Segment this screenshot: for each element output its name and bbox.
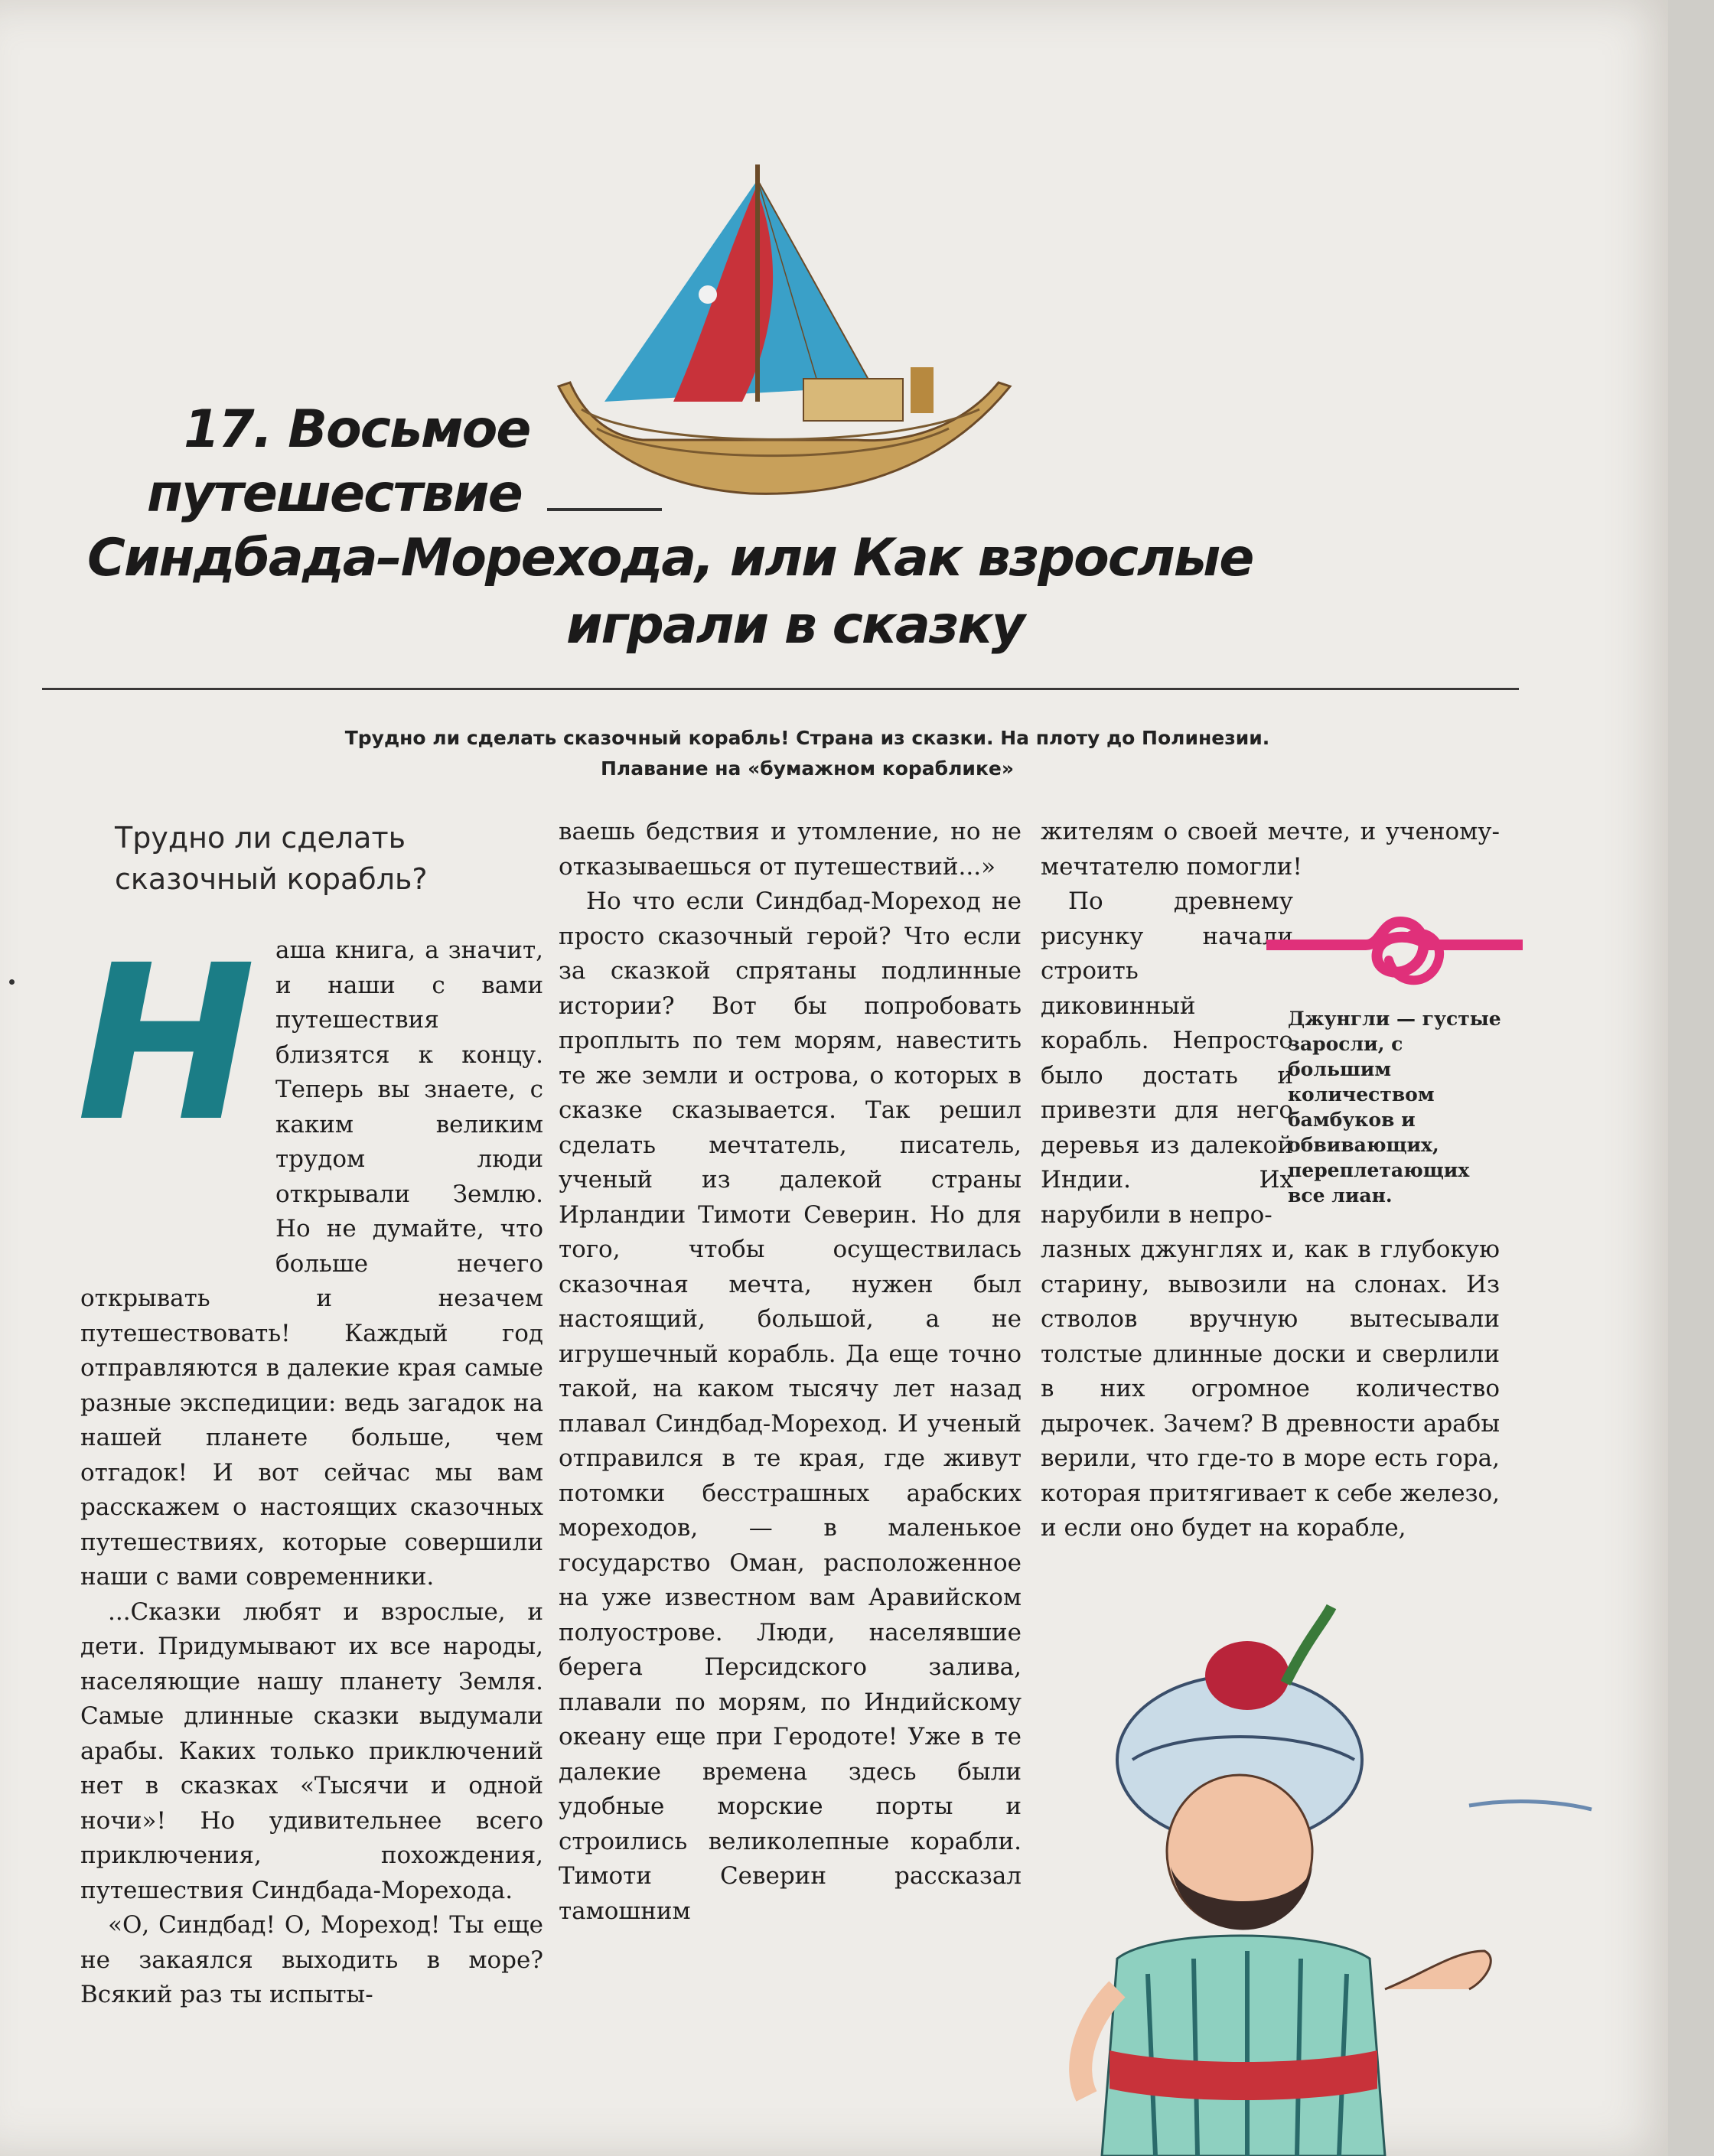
paragraph: аша книга, а значит, и наши с вами путешествия близятся к концу. Теперь вы знаете, с каким великим трудом люди открывали Землю. Но не думайте, что больше нечего открывать и незачем путешествовать! Каждый год отправляются в далекие края самые разные экспедиции: ведь загадок на нашей планете больше, чем отгадок! И вот сейчас мы вам расскажем о настоящих сказочных путешествиях, которые совершили наши с вами современники. <box>80 936 543 1591</box>
paragraph: ...Сказки любят и взрослые, и дети. Придумывают их все народы, населяющие нашу планету Земля. Самые длинные сказки выдумали арабы. Каких только приключений нет в сказках «Тысячи и одной ночи»! Но удивительнее всего приключения, похождения, путешествия Синдбада-Морехода. <box>80 1597 543 1904</box>
paragraph: Но что если Синдбад-Мореход не просто сказочный герой? Что если за сказкой спрятаны подлинные истории? Вот бы попробовать проплыть по тем морям, навестить те же земли и острова, о которых в сказке сказывается. Так решил сделать мечтатель, писатель, ученый из далекой страны Ирландии Тимоти Северин. Но для того, чтобы осуществилась сказочная мечта, нужен был настоящий, большой, а не игрушечный корабль. Да еще точно такой, на каком тысячу лет назад плавал Синдбад-Мореход. И ученый отправился в те края, где живут потомки бесстрашных арабских мореходов, — в маленькое государство Оман, расположенное на уже известном вам Аравийском полуострове. Люди, населявшие берега Персидского залива, плавали по морям, по Индийскому океану еще при Геродоте! Уже в те далекие времена здесь были удобные морские порты и строились великолепные корабли. Тимоти Северин рассказал тамошним <box>559 887 1022 1925</box>
page-edge <box>1668 0 1714 2156</box>
face <box>1167 1775 1312 1930</box>
title-dash <box>547 508 662 511</box>
title-line-4: играли в сказку <box>566 595 1024 656</box>
reed-ship-illustration <box>551 157 1041 539</box>
title-line-3: Синдбада–Морехода, или Как взрослые <box>87 528 1253 588</box>
margin-dot <box>9 979 15 985</box>
rope-knot-icon <box>1266 914 1523 998</box>
drop-cap: Н <box>77 920 256 1169</box>
paragraph: «О, Синдбад! О, Мореход! Ты еще не закаялся выходить в море? Всякий раз ты испыты- <box>80 1911 543 2008</box>
ship-sail <box>604 164 872 402</box>
margin-note: Джунгли — густые заросли, с большим количеством бамбуков и обвивающих, переплетающих все лиан. <box>1288 1008 1501 1207</box>
subhead-line-2: Плавание на «бумажном кораблике» <box>600 757 1015 780</box>
paragraph-narrow: По древнему рисунку начали строить диковинный корабль. Непросто было достать и привезти для него деревья из далекой Индии. Их нарубили в непро- <box>1041 887 1293 1229</box>
paragraph: жителям о своей мечте, и ученому-мечтателю помогли! <box>1041 818 1500 881</box>
section-heading: Трудно ли сделать сказочный корабль? <box>115 821 428 896</box>
title-line-1: 17. Восьмое <box>184 399 530 460</box>
chapter-subheads <box>253 723 1362 784</box>
body <box>1080 1936 1491 2156</box>
subhead-line-1: Трудно ли сделать сказочный корабль! Страна из сказки. На плоту до Полинезии. <box>344 727 1270 749</box>
text-column-1 <box>80 815 543 2013</box>
text-column-2 <box>559 815 1022 1929</box>
horizontal-rule <box>42 688 1519 690</box>
title-line-2: путешествие <box>147 464 522 524</box>
paragraph: лазных джунглях и, как в глубокую старину, вывозили на слонах. Из стволов вручную вытесывали толстые длинные доски и сверлили в них огромное количество дырочек. Зачем? В древности арабы верили, что где-то в море есть гора, которая притягивает к себе железо, и если оно будет на корабле, <box>1041 1236 1500 1542</box>
paragraph: ваешь бедствия и утомление, но не отказываешься от путешествий...» <box>559 818 1022 881</box>
sinbad-illustration <box>1056 1591 1607 2156</box>
